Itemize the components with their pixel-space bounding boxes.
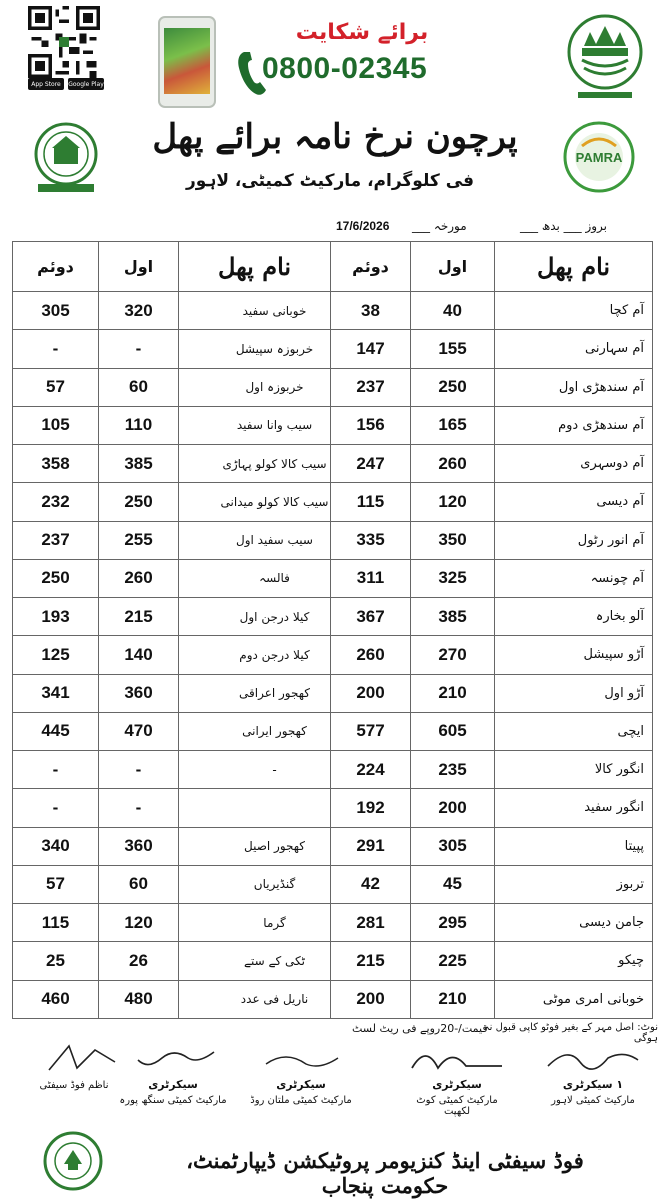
google-play-badge[interactable]: Google Play [68, 78, 104, 90]
cell-second-left: 305 [13, 292, 99, 330]
cell-first-left: 250 [99, 483, 179, 521]
cell-first-left: 26 [99, 942, 179, 980]
cell-first-right: 40 [411, 292, 495, 330]
store-badges [28, 78, 104, 90]
date-value: 17/6/2026 [336, 219, 390, 233]
cell-first-left: 385 [99, 445, 179, 483]
table-row [13, 980, 653, 1019]
cell-second-right: 247 [331, 445, 411, 483]
cell-second-left: 105 [13, 406, 99, 444]
cell-first-left: - [99, 751, 179, 789]
cell-first-left: 320 [99, 292, 179, 330]
cell-fruit-name-right: آم کچا [495, 292, 653, 330]
cell-fruit-name-right: ایچی [495, 712, 653, 750]
cell-first-left: 140 [99, 636, 179, 674]
signature-place: مارکیٹ کمیٹی ملتان روڈ [250, 1095, 352, 1106]
cell-second-right: 115 [331, 483, 411, 521]
cell-first-right: 235 [411, 751, 495, 789]
cell-first-right: 45 [411, 865, 495, 903]
cell-first-right: 270 [411, 636, 495, 674]
cell-second-right: 291 [331, 827, 411, 865]
cell-second-left: - [13, 330, 99, 368]
cell-first-left: 255 [99, 521, 179, 559]
cell-first-left: 120 [99, 904, 179, 942]
signature-title: سیکرٹری [432, 1078, 482, 1091]
govt-punjab-logo [560, 8, 650, 104]
cell-fruit-name-right: انگور سفید [495, 789, 653, 827]
signature-place: ناظم فوڈ سیفٹی [39, 1080, 109, 1091]
cell-fruit-name-right: خوبانی امری موٹی [495, 980, 653, 1019]
cell-second-right: 260 [331, 636, 411, 674]
table-row [13, 942, 653, 980]
cell-second-left: - [13, 751, 99, 789]
cell-first-left: 260 [99, 559, 179, 597]
cell-second-right: 311 [331, 559, 411, 597]
cell-first-left: - [99, 330, 179, 368]
cell-second-left: 340 [13, 827, 99, 865]
cell-first-left: 60 [99, 368, 179, 406]
signature-block [14, 1040, 134, 1120]
cell-fruit-name-left: - [179, 751, 331, 789]
day-line: بروز ___ بدھ ___ [520, 219, 608, 233]
cell-second-left: 232 [13, 483, 99, 521]
cell-second-left: 25 [13, 942, 99, 980]
header-second-left: دوئم [13, 242, 99, 292]
cell-second-right: 577 [331, 712, 411, 750]
signature-block [246, 1040, 356, 1120]
cell-second-right: 200 [331, 980, 411, 1019]
cell-fruit-name-left: سیب کالا کولو پہاڑی [179, 445, 331, 483]
cell-second-left: 445 [13, 712, 99, 750]
cell-second-right: 215 [331, 942, 411, 980]
table-row [13, 483, 653, 521]
cell-second-left: 115 [13, 904, 99, 942]
signature-scribble [538, 1040, 648, 1076]
cell-fruit-name-right: آم دیسی [495, 483, 653, 521]
cell-fruit-name-right: آلو بخارہ [495, 598, 653, 636]
cell-first-right: 155 [411, 330, 495, 368]
cell-fruit-name-right: آم انور رٹول [495, 521, 653, 559]
table-row [13, 292, 653, 330]
cell-second-left: 57 [13, 368, 99, 406]
cell-first-right: 165 [411, 406, 495, 444]
cell-fruit-name-right: چیکو [495, 942, 653, 980]
cell-fruit-name-left: کیلا درجن دوم [179, 636, 331, 674]
header-first-left: اول [99, 242, 179, 292]
cell-fruit-name-right: آم چونسہ [495, 559, 653, 597]
cell-first-left: 60 [99, 865, 179, 903]
signature-title: سیکرٹری [148, 1078, 198, 1091]
svg-text:PAMRA: PAMRA [575, 150, 623, 165]
cell-fruit-name-right: آم سندھڑی اول [495, 368, 653, 406]
cell-first-left: 215 [99, 598, 179, 636]
cell-second-right: 367 [331, 598, 411, 636]
cell-fruit-name-left: کھجور اعراقی [179, 674, 331, 712]
table-row [13, 789, 653, 827]
cell-fruit-name-right: جامن دیسی [495, 904, 653, 942]
cell-fruit-name-left: کھجور اصیل [179, 827, 331, 865]
signature-title: ۱ سیکرٹری [562, 1078, 624, 1091]
food-safety-logo [42, 1130, 104, 1192]
hotline-number[interactable]: 0800-02345 [262, 52, 428, 85]
department-footer: فوڈ سیفٹی اینڈ کنزیومر پروٹیکشن ڈیپارٹمنٹ، حکومت پنجاب [186, 1148, 584, 1198]
market-committee-logo [30, 118, 102, 196]
cell-first-left: 110 [99, 406, 179, 444]
cell-second-left: 341 [13, 674, 99, 712]
cell-first-right: 250 [411, 368, 495, 406]
table-row [13, 712, 653, 750]
cell-second-left: 460 [13, 980, 99, 1019]
cell-first-right: 350 [411, 521, 495, 559]
cell-first-right: 385 [411, 598, 495, 636]
table-header-row [13, 242, 653, 292]
cell-second-right: 224 [331, 751, 411, 789]
cell-second-right: 200 [331, 674, 411, 712]
cell-first-left: 480 [99, 980, 179, 1019]
signature-place: مارکیٹ کمیٹی سنگھ پورہ [119, 1095, 227, 1106]
signature-block [118, 1040, 228, 1120]
cell-fruit-name-right: آڑو سپیشل [495, 636, 653, 674]
cell-fruit-name-left: گرما [179, 904, 331, 942]
cell-second-left: - [13, 789, 99, 827]
table-row [13, 406, 653, 444]
cell-first-right: 305 [411, 827, 495, 865]
cell-second-left: 125 [13, 636, 99, 674]
table-row [13, 445, 653, 483]
pamra-logo [562, 120, 636, 194]
cell-fruit-name-left: خربوزہ اول [179, 368, 331, 406]
cell-fruit-name-left: کھجور ایرانی [179, 712, 331, 750]
cell-fruit-name-right: تربوز [495, 865, 653, 903]
cell-second-right: 156 [331, 406, 411, 444]
cell-fruit-name-left: ٹکی کے ستے [179, 942, 331, 980]
date-label: مورخہ ___ [412, 219, 467, 233]
table-row [13, 674, 653, 712]
header-second-right: دوئم [331, 242, 411, 292]
cell-second-right: 42 [331, 865, 411, 903]
table-row [13, 827, 653, 865]
qr-code-icon[interactable] [28, 6, 100, 78]
cell-first-right: 210 [411, 980, 495, 1019]
cell-fruit-name-right: آڑو اول [495, 674, 653, 712]
cell-second-right: 147 [331, 330, 411, 368]
header-first-right: اول [411, 242, 495, 292]
cell-first-left: 470 [99, 712, 179, 750]
signature-place: مارکیٹ کمیٹی لاہور [551, 1095, 635, 1106]
signature-scribble [402, 1040, 512, 1076]
table-row [13, 636, 653, 674]
cell-first-left: - [99, 789, 179, 827]
table-row [13, 559, 653, 597]
cell-first-right: 325 [411, 559, 495, 597]
rates-table [12, 241, 653, 1019]
signature-title: سیکرٹری [276, 1078, 326, 1091]
cell-second-left: 358 [13, 445, 99, 483]
cell-second-right: 237 [331, 368, 411, 406]
cell-fruit-name-right: آم سہارنی [495, 330, 653, 368]
cell-fruit-name-left [179, 789, 331, 827]
cell-first-right: 260 [411, 445, 495, 483]
signature-scribble [14, 1040, 134, 1076]
cell-second-right: 281 [331, 904, 411, 942]
footnote: نوٹ: اصل مہر کے بغیر فوٹو کاپی قبول نہ ہوگی [483, 1022, 658, 1044]
cell-fruit-name-left: خوبانی سفید [179, 292, 331, 330]
phone-app-image [158, 16, 216, 108]
signature-place: مارکیٹ کمیٹی کوٹ لکھپت [416, 1095, 498, 1117]
cell-second-left: 57 [13, 865, 99, 903]
signature-scribble [118, 1040, 228, 1076]
table-row [13, 904, 653, 942]
cell-fruit-name-left: خربوزہ سپیشل [179, 330, 331, 368]
cell-fruit-name-left: ناریل فی عدد [179, 980, 331, 1019]
cell-first-right: 605 [411, 712, 495, 750]
cell-first-right: 200 [411, 789, 495, 827]
cell-fruit-name-left: سیب وانا سفید [179, 406, 331, 444]
header-name-right: نام پھل [495, 242, 653, 292]
cell-second-right: 38 [331, 292, 411, 330]
cell-second-right: 335 [331, 521, 411, 559]
cell-second-right: 192 [331, 789, 411, 827]
cell-first-right: 295 [411, 904, 495, 942]
table-row [13, 751, 653, 789]
cell-second-left: 193 [13, 598, 99, 636]
table-row [13, 368, 653, 406]
header-name-left: نام پھل [179, 242, 331, 292]
cell-fruit-name-left: کیلا درجن اول [179, 598, 331, 636]
complaint-label: برائے شکایت [295, 20, 429, 45]
cell-first-left: 360 [99, 827, 179, 865]
page-subtitle: فی کلوگرام، مارکیٹ کمیٹی، لاہور [185, 171, 475, 191]
table-row [13, 330, 653, 368]
cell-fruit-name-left: سیب سفید اول [179, 521, 331, 559]
cell-first-right: 120 [411, 483, 495, 521]
cell-first-right: 225 [411, 942, 495, 980]
cell-fruit-name-left: فالسہ [179, 559, 331, 597]
cell-fruit-name-right: پپیتا [495, 827, 653, 865]
page-title: پرچون نرخ نامہ برائے پھل [152, 117, 518, 157]
table-row [13, 521, 653, 559]
cell-fruit-name-left: گنڈیریاں [179, 865, 331, 903]
price-note: قیمت/-20روپے فی ریٹ لسٹ [352, 1022, 488, 1035]
cell-fruit-name-left: سیب کالا کولو میدانی [179, 483, 331, 521]
cell-first-left: 360 [99, 674, 179, 712]
signature-block [538, 1040, 648, 1120]
app-store-badge[interactable]: App Store [28, 78, 64, 90]
cell-fruit-name-right: آم سندھڑی دوم [495, 406, 653, 444]
signature-scribble [246, 1040, 356, 1076]
cell-second-left: 250 [13, 559, 99, 597]
table-row [13, 865, 653, 903]
cell-second-left: 237 [13, 521, 99, 559]
cell-fruit-name-right: انگور کالا [495, 751, 653, 789]
cell-fruit-name-right: آم دوسہری [495, 445, 653, 483]
table-row [13, 598, 653, 636]
signature-block [402, 1040, 512, 1120]
cell-first-right: 210 [411, 674, 495, 712]
